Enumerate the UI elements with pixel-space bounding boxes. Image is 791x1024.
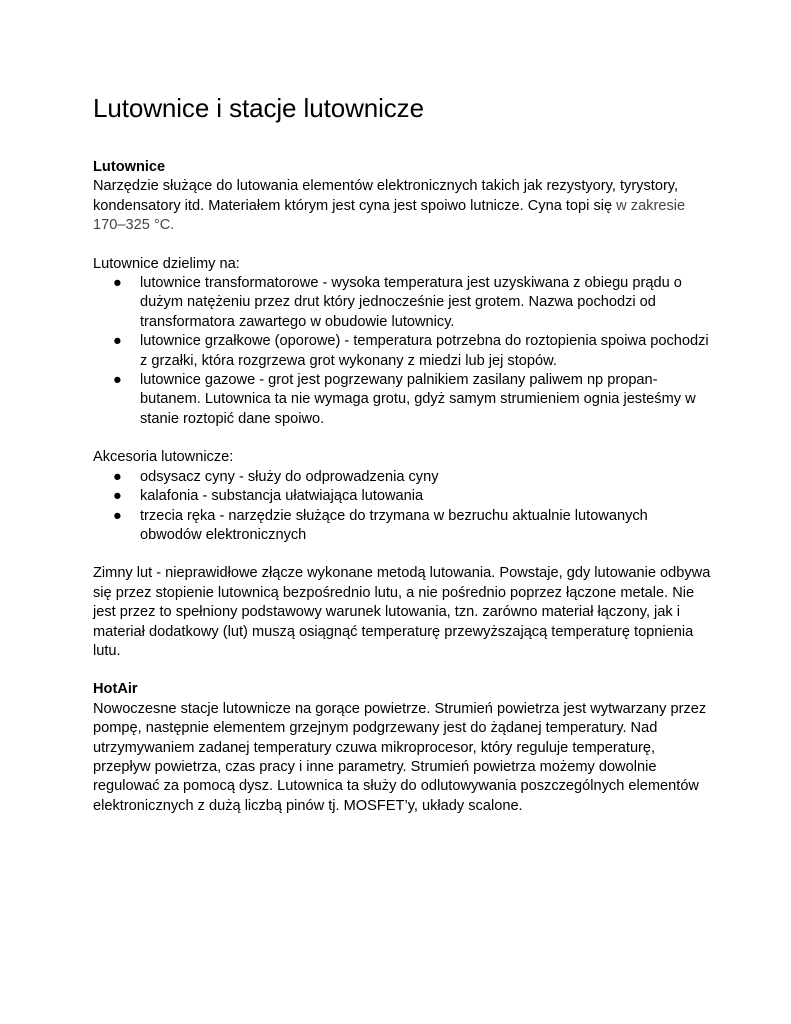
list-item-text: lutownice transformatorowe - wysoka temperatura jest uzyskiwana z obiegu prądu o dużym natężeniu przez drut który jednocześnie jest grotem. Nazwa pochodzi od transformatora zawartego w obudowie lutownicy.: [140, 275, 682, 330]
list-item: [93, 371, 713, 429]
section-body-hotair: Nowoczesne stacje lutownicze na gorące powietrze. Strumień powietrza jest wytwarzany przez pompę, następnie elementem grzejnym podgrzewany jest do żądanej temperatury. Nad utrzymywaniem zadanej temperatury czuwa mikroprocesor, który reguluje temperaturę, przepływ powietrza, czas pracy i inne parametry. Strumień powietrza możemy dowolnie regulować za pomocą dysz. Lutownica ta służy do odlutowywania poszczególnych elementów elektronicznych z dużą liczbą pinów tj. MOSFET’y, układy scalone.: [93, 700, 707, 814]
list-item: [93, 468, 713, 487]
document-page: [93, 92, 713, 816]
section-types: [93, 255, 713, 430]
section-hotair: [93, 680, 713, 816]
section-body-text: Narzędzie służące do lutowania elementów elektronicznych takich jak rezystyory, tyrystory, kondensatory itd. Materiałem którym jest cyna jest spoiwo lutnicze. Cyna topi się: [93, 178, 679, 214]
bullet: ●: [113, 468, 122, 485]
section-lutownice: [93, 158, 713, 236]
list-item-text: trzecia ręka - narzędzie służące do trzymana w bezruchu aktualnie lutowanych obwodów elektronicznych: [140, 507, 648, 543]
bullet: ●: [113, 275, 122, 292]
section-heading-hotair: HotAir: [93, 681, 138, 698]
bullet: ●: [113, 333, 122, 350]
bullet: ●: [113, 488, 122, 505]
section-body-lutownice: [93, 177, 713, 235]
section-cold-joint: [93, 564, 713, 661]
list-item: [93, 332, 713, 371]
list-item-text: odsysacz cyny - służy do odprowadzenia cyny: [140, 468, 439, 485]
list-item: [93, 274, 713, 332]
list-item: [93, 507, 713, 546]
list-item: [93, 487, 713, 506]
types-list: [93, 274, 713, 429]
list-item-text: lutownice grzałkowe (oporowe) - temperatura potrzebna do roztopienia spoiwa pochodzi z grzałki, która rozgrzewa grot wykonany z miedzi lub jej stopów.: [140, 333, 709, 369]
cold-joint-paragraph: Zimny lut - nieprawidłowe złącze wykonane metodą lutowania. Powstaje, gdy lutowanie odbywa się przez stopienie lutownicą bezpośrednio lutu, a nie pośrednio poprzez łączone metale. Nie jest przez to spełniony podstawowy warunek lutowania, tzn. zarówno materiał łączony, jak i materiał dodatkowy (lut) muszą osiągnąć temperaturę przewyższającą temperaturę topnienia lutu.: [93, 565, 711, 659]
section-heading-lutownice: Lutownice: [93, 159, 166, 175]
section-accessories: [93, 448, 713, 545]
bullet: ●: [113, 372, 122, 389]
bullet: ●: [113, 507, 122, 524]
section-body-tail: w zakresie 170–325 °C.: [93, 197, 686, 234]
types-intro: Lutownice dzielimy na:: [93, 255, 240, 272]
list-item-text: kalafonia - substancja ułatwiająca lutowania: [140, 488, 424, 505]
accessories-list: [93, 468, 713, 546]
accessories-intro: Akcesoria lutownicze:: [93, 449, 234, 466]
document-title: Lutownice i stacje lutownicze: [93, 93, 424, 123]
list-item-text: lutownice gazowe - grot jest pogrzewany palnikiem zasilany paliwem np propan-butanem. Lutownica ta nie wymaga grotu, gdyż samym strumieniem ognia jesteśmy w stanie roztopić dane spoiwo.: [140, 372, 696, 427]
